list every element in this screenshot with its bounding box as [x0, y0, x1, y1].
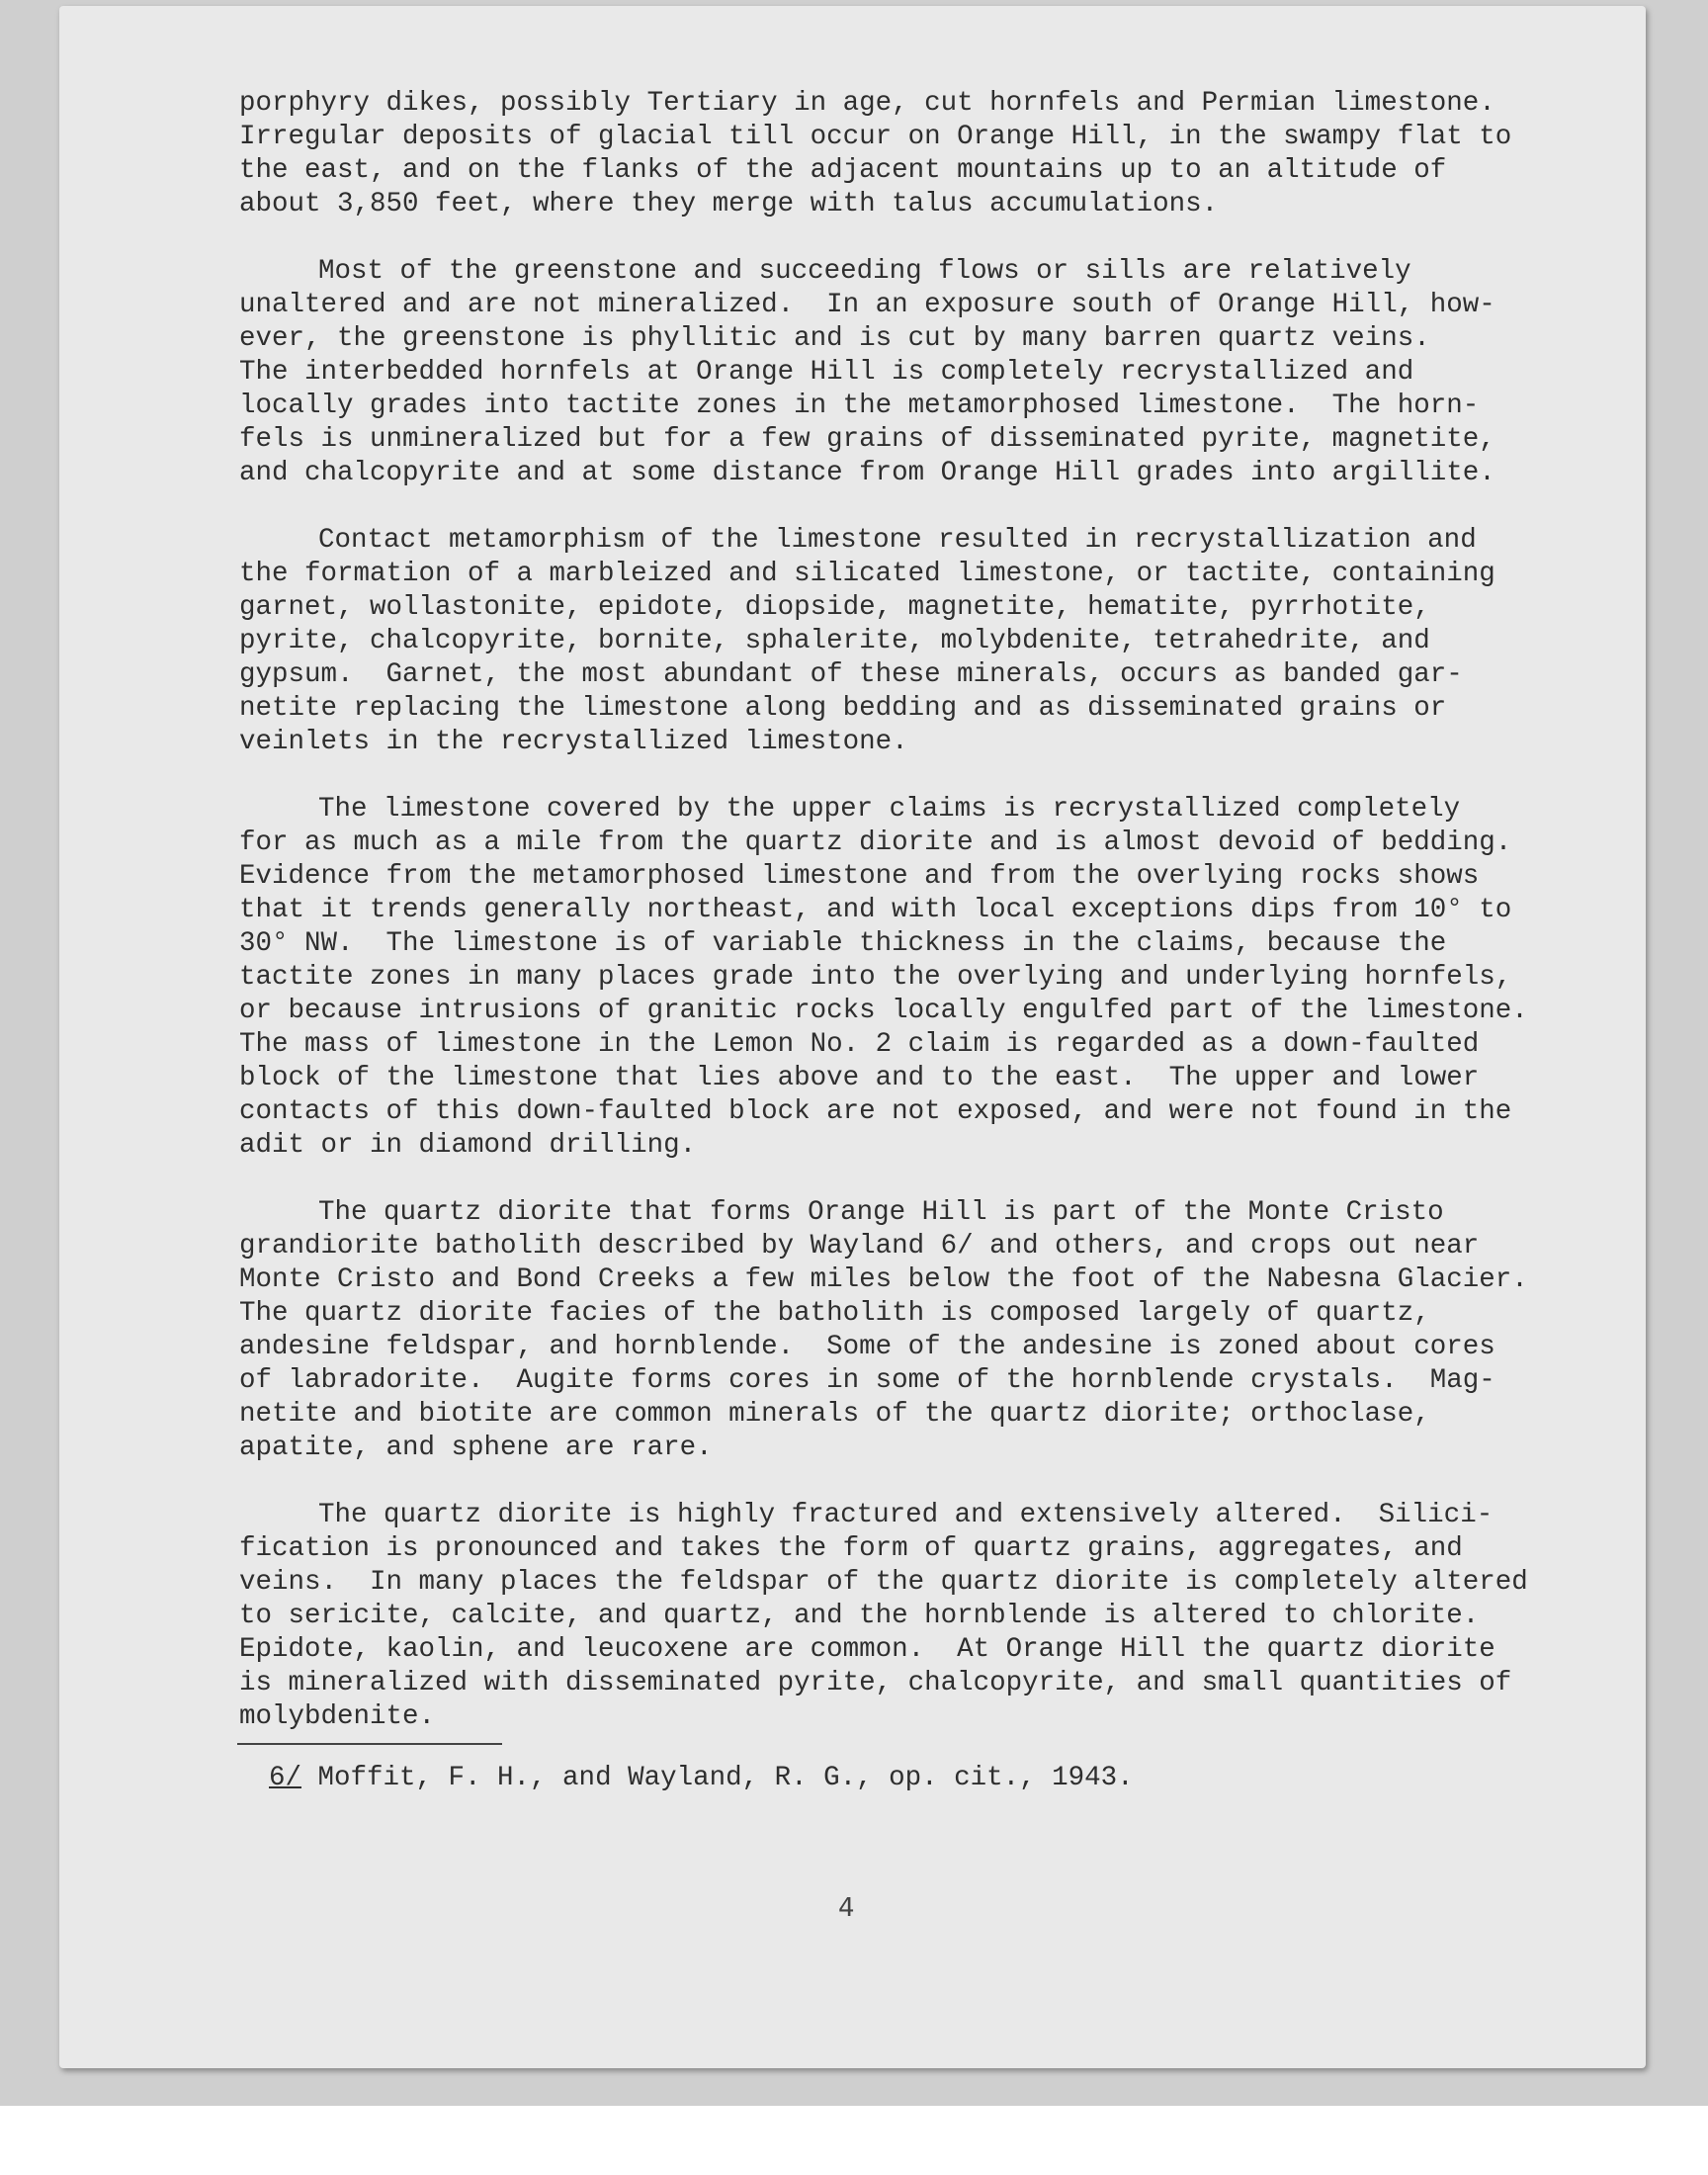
text-line: fels is unmineralized but for a few grains of disseminated pyrite, magnetite, [239, 424, 1495, 455]
text-line: of labradorite. Augite forms cores in some of the hornblende crystals. Mag- [239, 1365, 1495, 1396]
text-line: to sericite, calcite, and quartz, and the hornblende is altered to chlorite. [239, 1601, 1480, 1631]
text-line: is mineralized with disseminated pyrite, chalcopyrite, and small quantities of [239, 1668, 1512, 1698]
paragraph [239, 793, 1554, 1163]
text-line: 30° NW. The limestone is of variable thickness in the claims, because the [239, 928, 1447, 959]
paragraph [239, 87, 1554, 221]
text-line: Epidote, kaolin, and leucoxene are common. At Orange Hill the quartz diorite [239, 1634, 1495, 1665]
text-line: grandiorite batholith described by Wayland 6/ and others, and crops out near [239, 1231, 1480, 1262]
page-number: 4 [838, 1893, 855, 1923]
text-line: The limestone covered by the upper claims is recrystallized completely [318, 794, 1461, 825]
footnote-divider [237, 1743, 502, 1745]
paragraph [239, 1196, 1554, 1465]
text-line: unaltered and are not mineralized. In an exposure south of Orange Hill, how- [239, 290, 1495, 320]
text-line: pyrite, chalcopyrite, bornite, sphalerite, molybdenite, tetrahedrite, and [239, 626, 1430, 656]
footnote [269, 1762, 1134, 1795]
text-line: The quartz diorite is highly fractured and extensively altered. Silici- [318, 1500, 1494, 1530]
text-line: garnet, wollastonite, epidote, diopside, magnetite, hematite, pyrrhotite, [239, 592, 1430, 623]
text-line: veinlets in the recrystallized limestone. [239, 727, 908, 757]
paragraph [239, 524, 1554, 759]
text-line: and chalcopyrite and at some distance from Orange Hill grades into argillite. [239, 458, 1495, 488]
text-line: ever, the greenstone is phyllitic and is cut by many barren quartz veins. [239, 323, 1430, 354]
text-line: gypsum. Garnet, the most abundant of these minerals, occurs as banded gar- [239, 659, 1463, 690]
text-line: molybdenite. [239, 1701, 436, 1732]
text-line: The quartz diorite that forms Orange Hill is part of the Monte Cristo [318, 1197, 1444, 1228]
document-body [239, 87, 1554, 1768]
paragraph [239, 255, 1554, 490]
text-line: The quartz diorite facies of the batholith is composed largely of quartz, [239, 1298, 1430, 1329]
text-line: tactite zones in many places grade into the overlying and underlying hornfels, [239, 962, 1512, 993]
text-line: Contact metamorphism of the limestone resulted in recrystallization and [318, 525, 1477, 556]
text-line: for as much as a mile from the quartz diorite and is almost devoid of bedding. [239, 827, 1512, 858]
text-line: Irregular deposits of glacial till occur on Orange Hill, in the swampy flat to [239, 122, 1512, 152]
text-line: netite replacing the limestone along bedding and as disseminated grains or [239, 693, 1447, 724]
text-line: or because intrusions of granitic rocks locally engulfed part of the limestone. [239, 996, 1528, 1026]
text-line: The mass of limestone in the Lemon No. 2 claim is regarded as a down-faulted [239, 1029, 1480, 1060]
text-line: that it trends generally northeast, and with local exceptions dips from 10° to [239, 895, 1512, 925]
text-line: apatite, and sphene are rare. [239, 1433, 713, 1463]
footnote-reference: 6/ [269, 1763, 302, 1793]
text-line: Most of the greenstone and succeeding flows or sills are relatively [318, 256, 1411, 287]
text-line: contacts of this down-faulted block are not exposed, and were not found in the [239, 1096, 1512, 1127]
text-line: locally grades into tactite zones in the metamorphosed limestone. The horn- [239, 391, 1480, 421]
footnote-text: Moffit, F. H., and Wayland, R. G., op. cit., 1943. [301, 1763, 1134, 1793]
text-line: andesine feldspar, and hornblende. Some of the andesine is zoned about cores [239, 1332, 1495, 1362]
text-line: The interbedded hornfels at Orange Hill is completely recrystallized and [239, 357, 1414, 388]
text-line: porphyry dikes, possibly Tertiary in age, cut hornfels and Permian limestone. [239, 88, 1495, 119]
text-line: the formation of a marbleized and silicated limestone, or tactite, containing [239, 559, 1495, 589]
paragraph [239, 1499, 1554, 1734]
text-line: Evidence from the metamorphosed limestone and from the overlying rocks shows [239, 861, 1480, 892]
text-line: adit or in diamond drilling. [239, 1130, 697, 1161]
text-line: netite and biotite are common minerals of the quartz diorite; orthoclase, [239, 1399, 1430, 1430]
text-line: veins. In many places the feldspar of the quartz diorite is completely altered [239, 1567, 1528, 1598]
text-line: block of the limestone that lies above and to the east. The upper and lower [239, 1063, 1480, 1093]
text-line: Monte Cristo and Bond Creeks a few miles below the foot of the Nabesna Glacier. [239, 1264, 1528, 1295]
text-line: the east, and on the flanks of the adjacent mountains up to an altitude of [239, 155, 1447, 186]
text-line: about 3,850 feet, where they merge with talus accumulations. [239, 189, 1219, 219]
text-line: fication is pronounced and takes the form of quartz grains, aggregates, and [239, 1533, 1463, 1564]
